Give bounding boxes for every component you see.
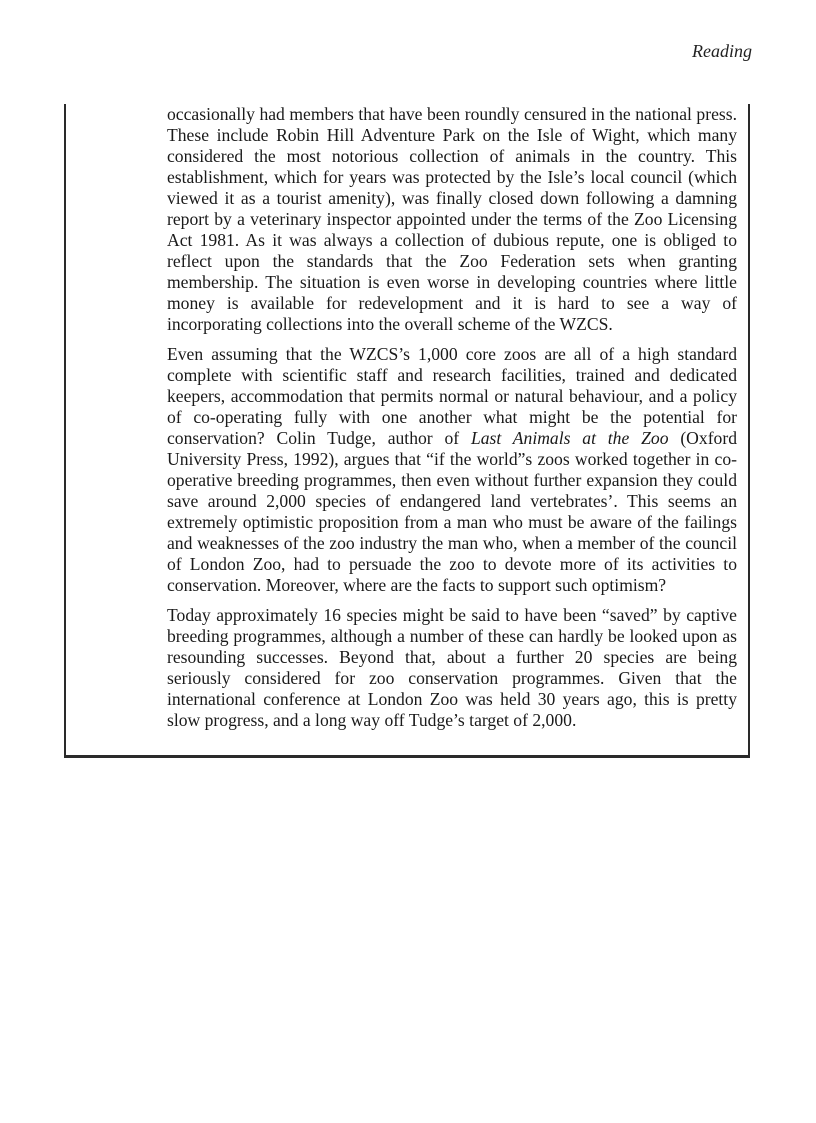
book-title: Last Animals at the Zoo (470, 428, 669, 448)
paragraph-2 (167, 344, 737, 596)
paragraph-3: Today approximately 16 species might be said to have been “saved” by captive breeding programmes, although a number of these can hardly be looked upon as resounding successes. Beyond that, about a further 20 species are being seriously considered for zoo conservation programmes. Given that the international conference at London Zoo was held 30 years ago, this is pretty slow progress, and a long way off Tudge’s target of 2,000. (167, 605, 737, 730)
passage-text (167, 104, 737, 740)
running-header: Reading (692, 41, 752, 61)
paragraph-1: occasionally had members that have been roundly censured in the national press. These include Robin Hill Adventure Park on the Isle of Wight, which many considered the most notorious collection of animals in the country. This establishment, which for years was protected by the Isle’s local council (which viewed it as a tourist amenity), was finally closed down following a damning report by a veterinary inspector appointed under the terms of the Zoo Licensing Act 1981. As it was always a collection of dubious repute, one is obliged to reflect upon the standards that the Zoo Federation sets when granting membership. The situation is even worse in developing countries where little money is available for redevelopment and it is hard to see a way of incorporating collections into the overall scheme of the WZCS. (167, 104, 737, 334)
paragraph-2-text-end: (Oxford University Press, 1992), argues that “if the world”s zoos worked together in co-operative breeding programmes, then even without further expansion they could save around 2,000 species of endangered land vertebrates’. This seems an extremely optimistic proposition from a man who must be aware of the failings and weaknesses of the zoo industry the man who, when a member of the council of London Zoo, had to persuade the zoo to devote more of its activities to conservation. Moreover, where are the facts to support such optimism? (167, 428, 737, 595)
paragraph-2-text-start: Even assuming that the WZCS’s 1,000 core zoos are all of a high standard complete with scientific staff and research facilities, trained and dedicated keepers, accommodation that permits normal or natural behaviour, and a policy of co-operating fully with one another what might be the potential for conservation? Colin Tudge, author of (167, 344, 737, 448)
